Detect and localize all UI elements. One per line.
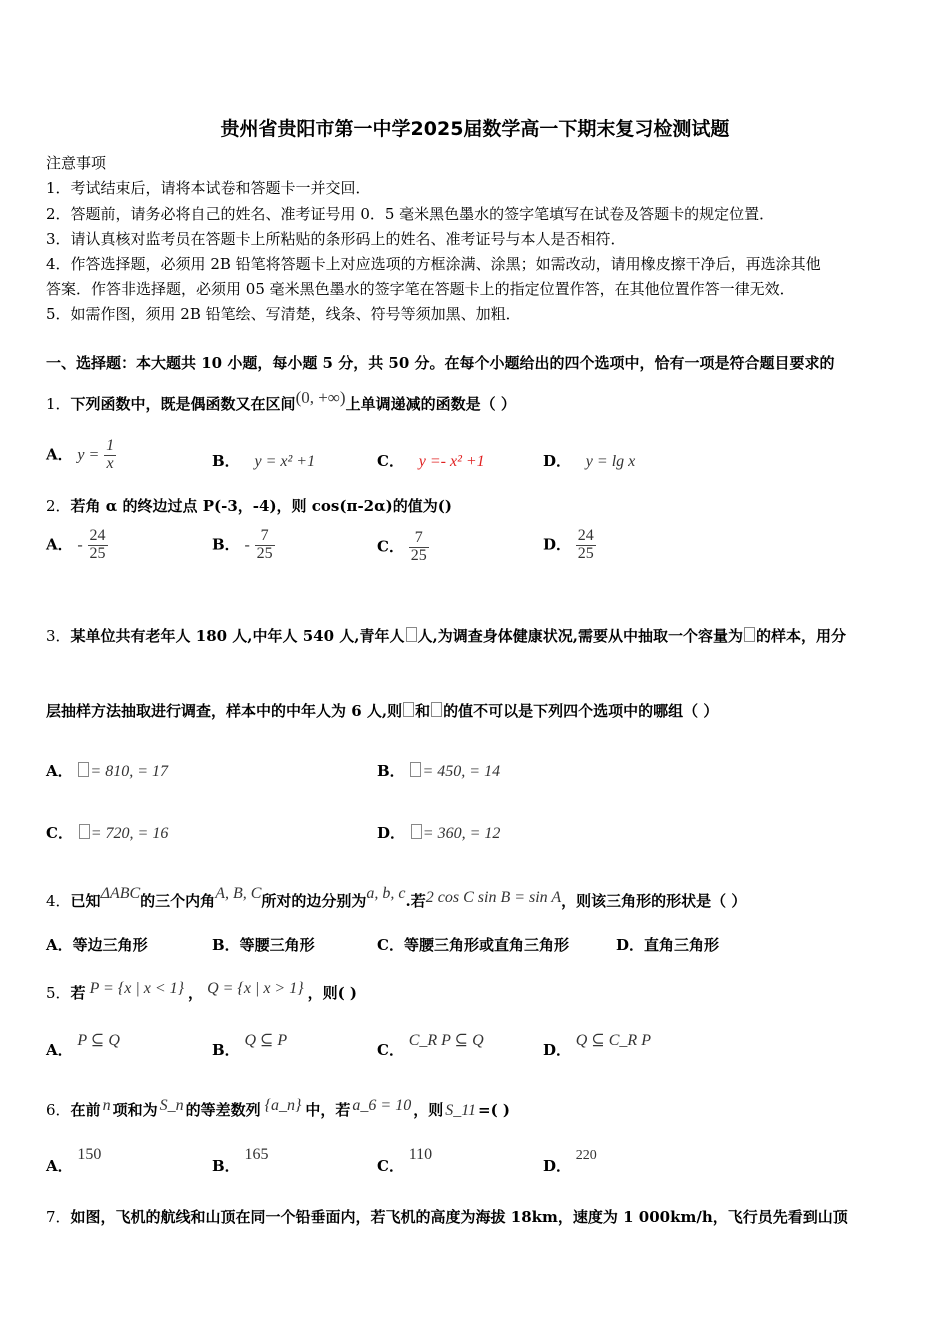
q4-option-b[interactable]: B．等腰三角形: [212, 936, 315, 954]
question-1: [46, 388, 516, 414]
math-expr: 2 cos C sin B = sin A: [425, 889, 562, 906]
option-math: = 360, = 12: [422, 825, 501, 842]
missing-glyph-icon: [78, 762, 89, 777]
option-label: A．: [46, 445, 73, 464]
question-text: 下列函数中，既是偶函数又在区间: [70, 395, 296, 413]
option-label: A．: [46, 1157, 73, 1175]
question-7: [46, 1206, 848, 1227]
option-math: = 720, = 16: [90, 825, 169, 842]
q2-option-b[interactable]: B． - $\frac{7}{25}$: [212, 527, 273, 562]
option-math: y = lg x: [585, 453, 636, 470]
option-math: = 450, = 14: [422, 763, 501, 780]
option-label: B．: [377, 762, 405, 780]
question-3: 3．某单位共有老年人 180 人,中年人 540 人,青年人 人,为调查身体健康状况,需要从中抽取一个容量为 的样本，用分: [46, 627, 846, 645]
question-6: 6．在前 n 项和为 S_n 的等差数列 {a_n} 中，若 a_6 = 10 ，则 S_11 =( ): [46, 1097, 511, 1119]
math-expr: ΔABC: [100, 885, 141, 902]
option-label: C．: [46, 824, 73, 842]
option-value: 110: [408, 1146, 433, 1163]
option-math: y =- x² +1: [418, 453, 485, 470]
q6-option-a[interactable]: [46, 1145, 101, 1176]
option-label: B．: [212, 535, 240, 554]
q6-option-d[interactable]: [543, 1145, 597, 1176]
question-text: 若角 α 的终边过点 P(-3，-4)，则 cos(π-2α)的值为(): [70, 497, 452, 515]
question-2: [46, 495, 452, 516]
note-item: 5．如需作图，须用 2B 铅笔绘、写清楚，线条、符号等须加黑、加粗．: [46, 305, 521, 323]
missing-glyph-icon: [744, 627, 755, 642]
option-label: C．: [377, 452, 404, 470]
option-value: 165: [244, 1146, 269, 1163]
q6-option-b[interactable]: [212, 1145, 268, 1176]
question-number: 6．: [46, 1101, 71, 1119]
option-value: 220: [575, 1148, 597, 1163]
missing-glyph-icon: [403, 702, 414, 717]
question-4: 4．已知ΔABC的三个内角A, B, C所对的边分别为a, b, c.若2 cos C sin B = sin A，则该三角形的形状是（ ）: [46, 885, 747, 910]
option-label: D．: [377, 824, 406, 842]
option-label: D．: [543, 452, 572, 470]
q4-option-a[interactable]: A．等边三角形: [46, 936, 148, 954]
q1-option-b[interactable]: [212, 450, 315, 471]
option-math: Q ⊆ P: [244, 1032, 288, 1049]
question-number: 2．: [46, 497, 71, 515]
math-expr: a_6 = 10: [352, 1097, 412, 1114]
q5-option-b[interactable]: [212, 1030, 287, 1060]
q4-option-d[interactable]: D．直角三角形: [616, 936, 720, 954]
question-number: 7．: [46, 1208, 71, 1226]
missing-glyph-icon: [410, 762, 421, 777]
fraction: $\frac{24}{25}$: [89, 527, 106, 562]
q3-option-b[interactable]: [377, 760, 500, 781]
q2-option-a[interactable]: A． - $\frac{24}{25}$: [46, 527, 106, 562]
fraction: $\frac{24}{25}$: [577, 527, 594, 562]
q5-option-c[interactable]: [377, 1030, 484, 1060]
q3-option-c[interactable]: [46, 822, 168, 843]
q2-option-c[interactable]: [377, 530, 429, 565]
math-expr: S_11: [445, 1102, 477, 1119]
note-item: 3．请认真核对监考员在答题卡上所粘贴的条形码上的姓名、准考证号与本人是否相符．: [46, 230, 626, 248]
q6-option-c[interactable]: [377, 1145, 432, 1176]
option-math: P ⊆ Q: [77, 1032, 120, 1049]
option-math: y = x² +1: [254, 453, 316, 470]
option-value: 150: [77, 1146, 102, 1163]
math-expr: a, b, c: [366, 885, 406, 902]
q4-option-c[interactable]: C．等腰三角形或直角三角形: [377, 936, 569, 954]
math-expr: {a_n}: [264, 1097, 302, 1114]
q1-option-d[interactable]: [543, 450, 635, 471]
option-label: C．: [377, 1157, 404, 1175]
option-label: B．: [212, 1041, 240, 1059]
missing-glyph-icon: [411, 824, 422, 839]
q2-option-d[interactable]: [543, 528, 596, 563]
note-item: 2．答题前，请务必将自己的姓名、准考证号用 0．5 毫米黑色墨水的签字笔填写在试卷及答题卡的规定位置．: [46, 205, 775, 223]
option-label: D．: [543, 1157, 572, 1175]
option-math: C_R P ⊆ Q: [408, 1032, 484, 1049]
q1-option-a[interactable]: [46, 438, 116, 473]
q3-option-d[interactable]: [377, 822, 500, 843]
question-text: 如图，飞机的航线和山顶在同一个铅垂面内，若飞机的高度为海拔 18km，速度为 1 000km/h，飞行员先看到山顶: [70, 1208, 848, 1226]
note-item: 1．考试结束后，请将本试卷和答题卡一并交回．: [46, 179, 371, 197]
page-title: 贵州省贵阳市第一中学2025届数学高一下期末复习检测试题: [220, 118, 730, 140]
math-expr: S_n: [159, 1097, 184, 1114]
missing-glyph-icon: [406, 627, 417, 642]
interval: (0, +∞): [295, 388, 346, 407]
q5-option-d[interactable]: [543, 1030, 651, 1060]
option-math: = 810, = 17: [90, 763, 169, 780]
option-math: Q ⊆ C_R P: [575, 1032, 651, 1049]
question-number: 4．: [46, 892, 71, 910]
question-number: 5．: [46, 984, 71, 1002]
option-label: B．: [212, 1157, 240, 1175]
fraction: $\frac{1}{x}$: [106, 437, 115, 472]
q3-option-a[interactable]: [46, 760, 168, 781]
missing-glyph-icon: [79, 824, 90, 839]
question-3-cont: 层抽样方法抽取进行调查，样本中的中年人为 6 人,则 和 的值不可以是下列四个选项中的哪组（ ）: [46, 702, 719, 720]
notes-heading: 注意事项: [46, 154, 107, 172]
fraction: $\frac{7}{25}$: [410, 529, 427, 564]
section-heading: 一、选择题：本大题共 10 小题，每小题 5 分，共 50 分。在每个小题给出的四个选项中，恰有一项是符合题目要求的: [46, 354, 835, 372]
q5-option-a[interactable]: [46, 1030, 120, 1060]
option-label: A．: [46, 1041, 73, 1059]
option-label: A．: [46, 762, 73, 780]
math-expr: Q = {x | x > 1}: [207, 980, 304, 997]
option-math: y =: [77, 446, 100, 464]
q1-option-c[interactable]: [377, 450, 485, 471]
option-label: C．: [377, 1041, 404, 1059]
option-label: A．: [46, 535, 73, 554]
math-expr: n: [102, 1097, 111, 1114]
note-item: 答案．作答非选择题，必须用 05 毫米黑色墨水的签字笔在答题卡上的指定位置作答，在其他位置作答一律无效．: [46, 280, 795, 298]
option-label: B．: [212, 452, 240, 470]
fraction: $\frac{7}{25}$: [256, 527, 273, 562]
note-item: 4．作答选择题，必须用 2B 铅笔将答题卡上对应选项的方框涂满、涂黑；如需改动，请用橡皮擦干净后，再选涂其他: [46, 255, 821, 273]
question-5: 5．若 P = {x | x < 1} ， Q = {x | x > 1} ，则( ): [46, 980, 358, 1002]
math-expr: A, B, C: [215, 885, 262, 902]
question-number: 1．: [46, 395, 71, 413]
question-text: 上单调递减的函数是（ ）: [345, 395, 516, 413]
option-label: D．: [543, 535, 572, 554]
missing-glyph-icon: [431, 702, 442, 717]
math-expr: P = {x | x < 1}: [89, 980, 185, 997]
option-label: D．: [543, 1041, 572, 1059]
question-number: 3．: [46, 627, 71, 645]
option-label: C．: [377, 537, 404, 556]
